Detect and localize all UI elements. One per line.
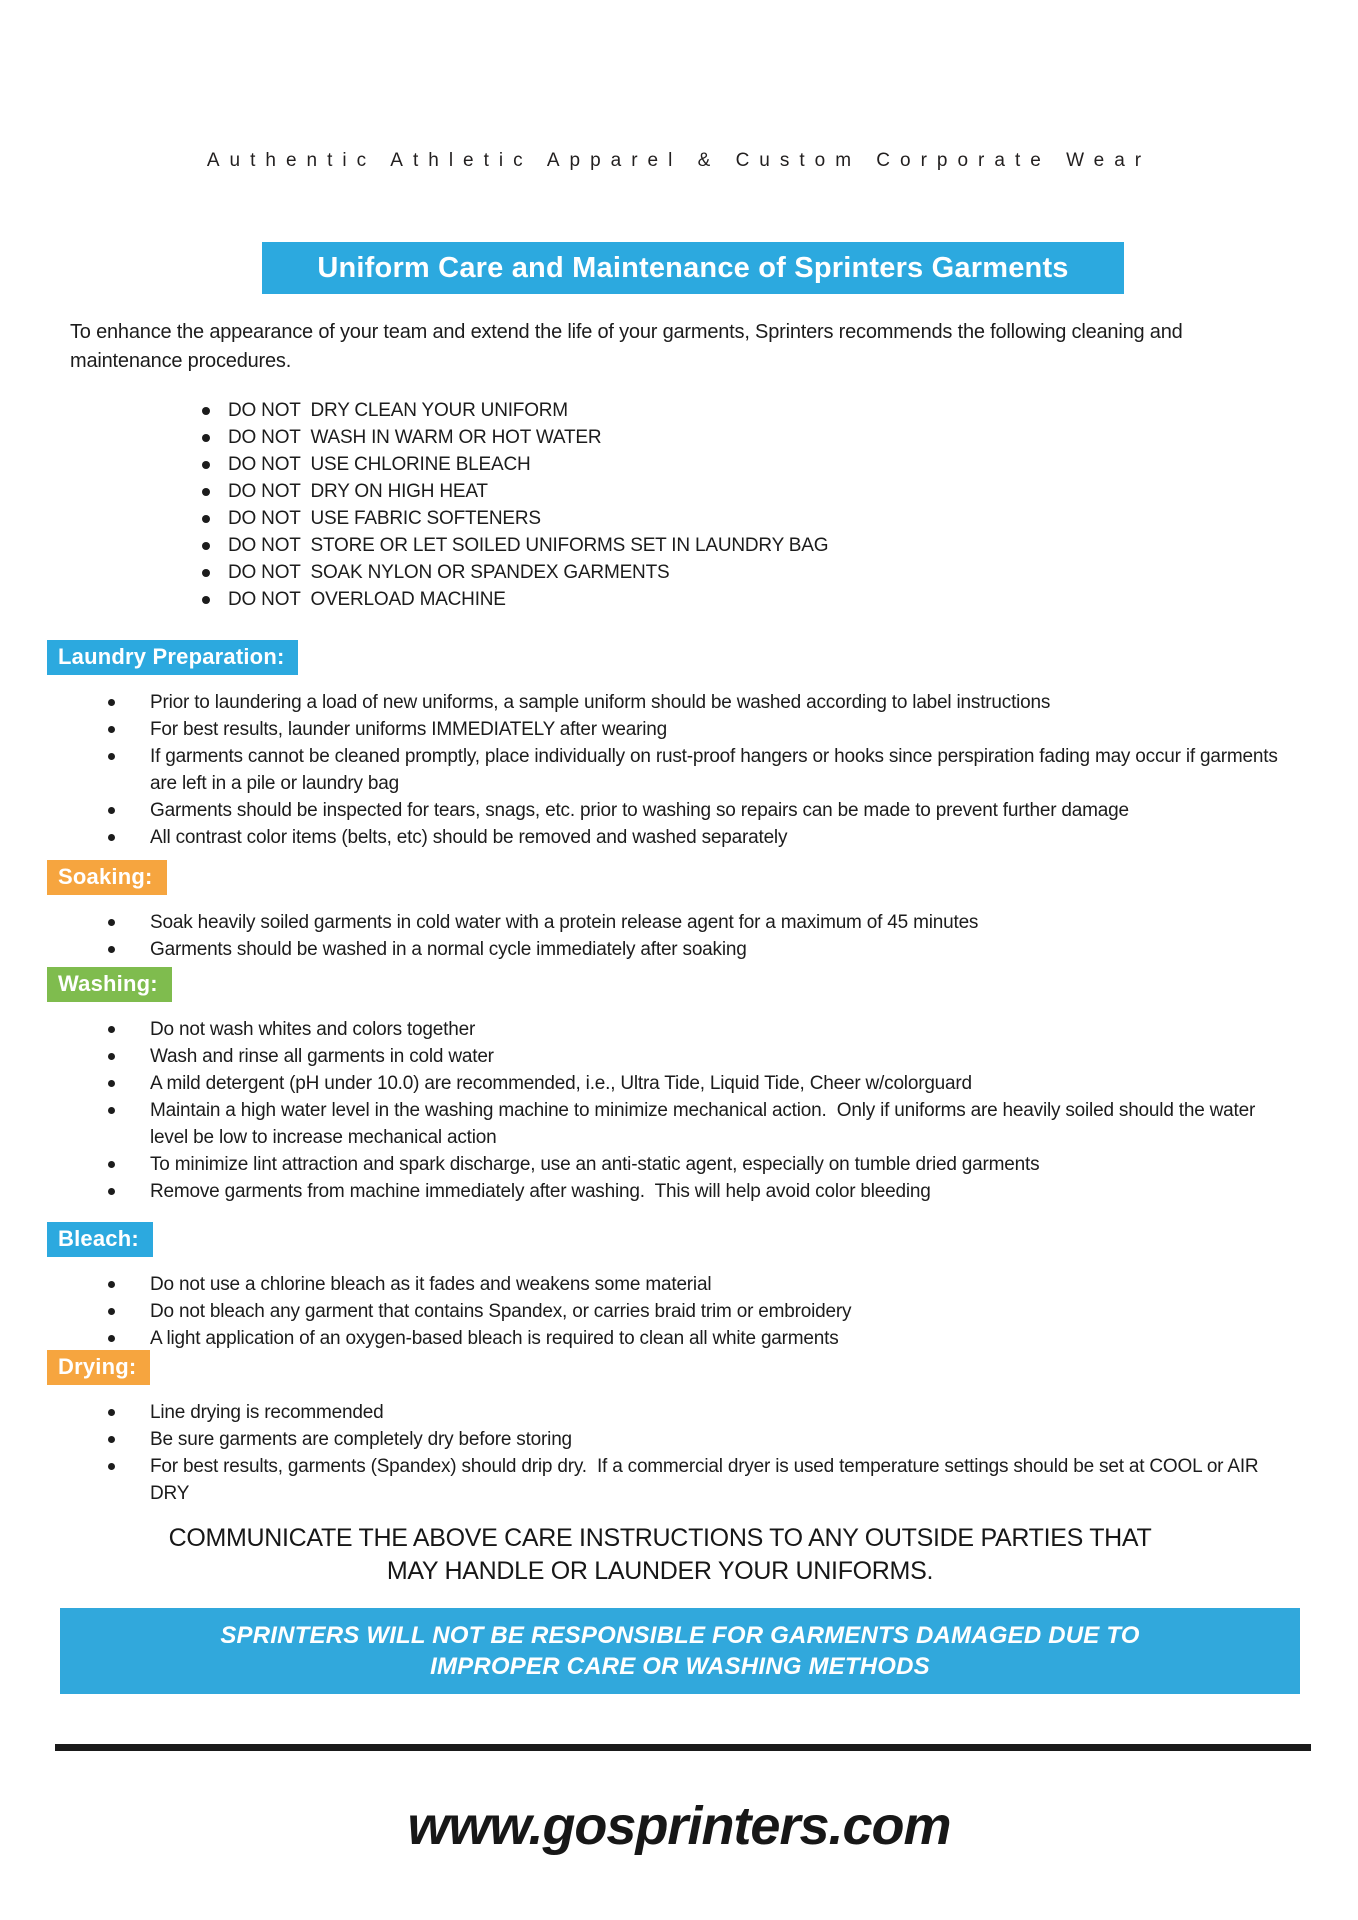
disclaimer-line-1: SPRINTERS WILL NOT BE RESPONSIBLE FOR GARMENTS DAMAGED DUE TO [220,1622,1140,1649]
intro-paragraph: To enhance the appearance of your team and extend the life of your garments, Sprinters recommends the following cleaning and maintenance procedures. [70,321,1183,372]
section-item: Wash and rinse all garments in cold water [150,1043,1295,1070]
care-section [47,1350,1312,1507]
closing-line-2: MAY HANDLE OR LAUNDER YOUR UNIFORMS. [386,1557,934,1585]
disclaimer-line-2: IMPROPER CARE OR WASHING METHODS [430,1653,930,1680]
section-label: Laundry Preparation: [47,640,298,675]
section-item-list [150,909,1295,963]
section-item: Be sure garments are completely dry before storing [150,1426,1295,1453]
section-item: A mild detergent (pH under 10.0) are recommended, i.e., Ultra Tide, Liquid Tide, Cheer w/colorguard [150,1070,1295,1097]
section-item-list [150,1399,1295,1507]
disclaimer-banner [60,1608,1300,1694]
page-title: Uniform Care and Maintenance of Sprinters Garments [262,242,1124,294]
closing-line-1: COMMUNICATE THE ABOVE CARE INSTRUCTIONS TO ANY OUTSIDE PARTIES THAT [168,1524,1152,1552]
closing-statement [70,1522,1250,1588]
donot-item: DO NOT DRY CLEAN YOUR UNIFORM [228,397,1128,424]
donot-item: DO NOT USE CHLORINE BLEACH [228,451,1128,478]
section-label: Bleach: [47,1222,153,1257]
donot-item: DO NOT STORE OR LET SOILED UNIFORMS SET IN LAUNDRY BAG [228,532,1128,559]
company-tagline: Authentic Athletic Apparel & Custom Corporate Wear [206,150,1152,171]
section-label: Washing: [47,967,172,1002]
section-item-list [150,1016,1295,1205]
footer-divider [55,1744,1311,1751]
section-label: Soaking: [47,860,167,895]
section-item: For best results, garments (Spandex) should drip dry. If a commercial dryer is used temperature settings should be set at COOL or AIR DRY [150,1453,1295,1507]
section-item-list [150,689,1295,851]
section-item: Maintain a high water level in the washing machine to minimize mechanical action. Only if uniforms are heavily soiled should the water level be low to increase mechanical action [150,1097,1295,1151]
section-item: If garments cannot be cleaned promptly, place individually on rust-proof hangers or hooks since perspiration fading may occur if garments are left in a pile or laundry bag [150,743,1295,797]
section-item: For best results, launder uniforms IMMEDIATELY after wearing [150,716,1295,743]
donot-item: DO NOT SOAK NYLON OR SPANDEX GARMENTS [228,559,1128,586]
section-item: Prior to laundering a load of new uniforms, a sample uniform should be washed according to label instructions [150,689,1295,716]
care-section [47,1222,1312,1352]
donot-item: DO NOT WASH IN WARM OR HOT WATER [228,424,1128,451]
section-item: Line drying is recommended [150,1399,1295,1426]
care-section [47,640,1312,851]
website-url: www.gosprinters.com [407,1796,951,1856]
section-item: Soak heavily soiled garments in cold water with a protein release agent for a maximum of 45 minutes [150,909,1295,936]
donot-item: DO NOT DRY ON HIGH HEAT [228,478,1128,505]
section-item: To minimize lint attraction and spark discharge, use an anti-static agent, especially on tumble dried garments [150,1151,1295,1178]
section-item-list [150,1271,1295,1352]
section-item: Do not use a chlorine bleach as it fades and weakens some material [150,1271,1295,1298]
donot-item: DO NOT OVERLOAD MACHINE [228,586,1128,613]
care-section [47,860,1312,963]
section-item: Garments should be washed in a normal cycle immediately after soaking [150,936,1295,963]
section-item: Do not wash whites and colors together [150,1016,1295,1043]
donot-list [228,397,1128,613]
donot-item: DO NOT USE FABRIC SOFTENERS [228,505,1128,532]
section-label: Drying: [47,1350,150,1385]
care-section [47,967,1312,1205]
section-item: A light application of an oxygen-based bleach is required to clean all white garments [150,1325,1295,1352]
section-item: Garments should be inspected for tears, snags, etc. prior to washing so repairs can be made to prevent further damage [150,797,1295,824]
section-item: All contrast color items (belts, etc) should be removed and washed separately [150,824,1295,851]
section-item: Do not bleach any garment that contains Spandex, or carries braid trim or embroidery [150,1298,1295,1325]
section-item: Remove garments from machine immediately after washing. This will help avoid color bleeding [150,1178,1295,1205]
